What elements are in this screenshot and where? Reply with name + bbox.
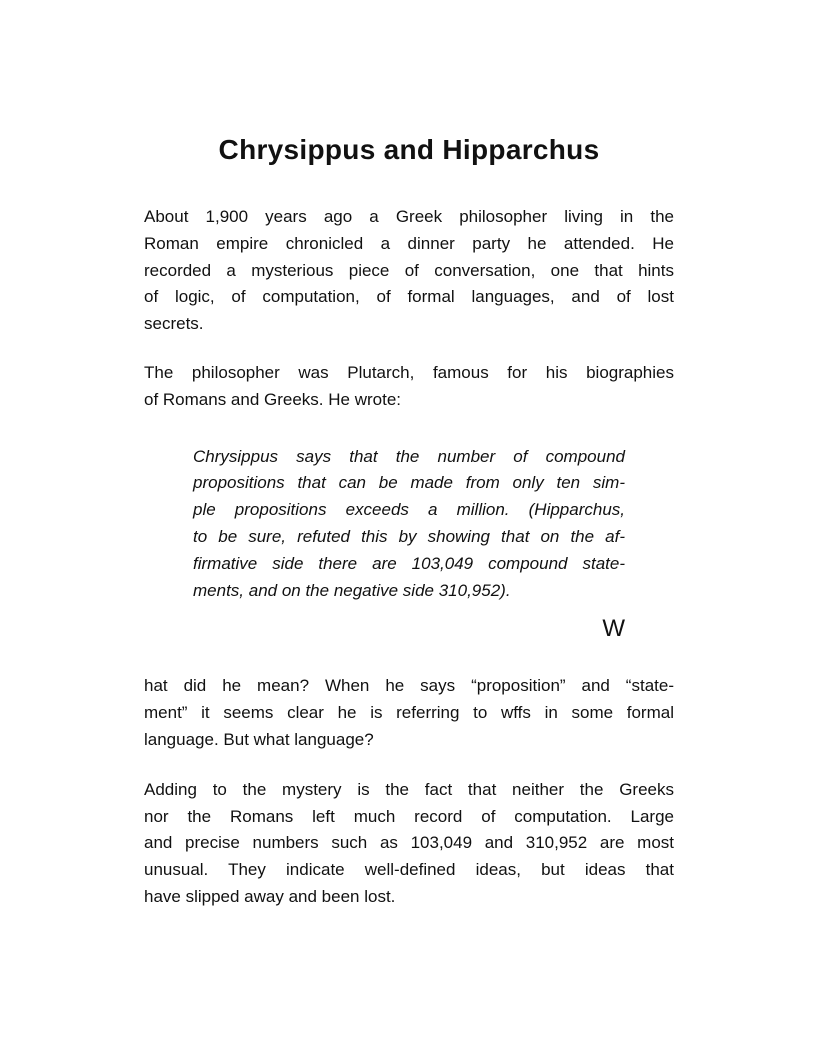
text-line: language. But what language?	[144, 729, 374, 749]
paragraph-4	[144, 777, 674, 911]
text-line: and precise numbers such as 103,049 and 310,952 are most	[144, 833, 674, 853]
quote-line: ple propositions exceeds a million. (Hipparchus,	[193, 500, 625, 520]
paragraph-2	[144, 360, 674, 414]
text-line: Roman empire chronicled a dinner party he attended. He	[144, 233, 674, 253]
quote-line: Chrysippus says that the number of compound	[193, 446, 625, 466]
text-line: nor the Romans left much record of computation. Large	[144, 806, 674, 826]
text-line: ment” it seems clear he is referring to wffs in some formal	[144, 703, 674, 723]
page-title: Chrysippus and Hipparchus	[218, 134, 600, 165]
text-line: of logic, of computation, of formal languages, and of lost	[144, 287, 674, 307]
plutarch-quote	[193, 444, 625, 605]
paragraph-3	[144, 673, 674, 753]
quote-line: firmative side there are 103,049 compound state-	[193, 553, 625, 573]
quote-line: propositions that can be made from only ten sim-	[193, 473, 625, 493]
dropcap-w: W	[602, 615, 625, 643]
text-line: The philosopher was Plutarch, famous for his biographies	[144, 362, 674, 382]
text-line: About 1,900 years ago a Greek philosopher living in the	[144, 207, 674, 226]
text-line: Adding to the mystery is the fact that neither the Greeks	[144, 779, 674, 799]
text-line: recorded a mysterious piece of conversation, one that hints	[144, 260, 674, 280]
quote-line: to be sure, refuted this by showing that on the af-	[193, 526, 625, 546]
text-line: secrets.	[144, 314, 204, 334]
text-line: have slipped away and been lost.	[144, 886, 396, 906]
quote-line: ments, and on the negative side 310,952).	[193, 580, 511, 600]
text-line: unusual. They indicate well-defined ideas, but ideas that	[144, 860, 674, 880]
text-line: hat did he mean? When he says “proposition” and “state-	[144, 676, 674, 696]
paragraph-1	[144, 204, 674, 338]
text-line: of Romans and Greeks. He wrote:	[144, 389, 402, 409]
